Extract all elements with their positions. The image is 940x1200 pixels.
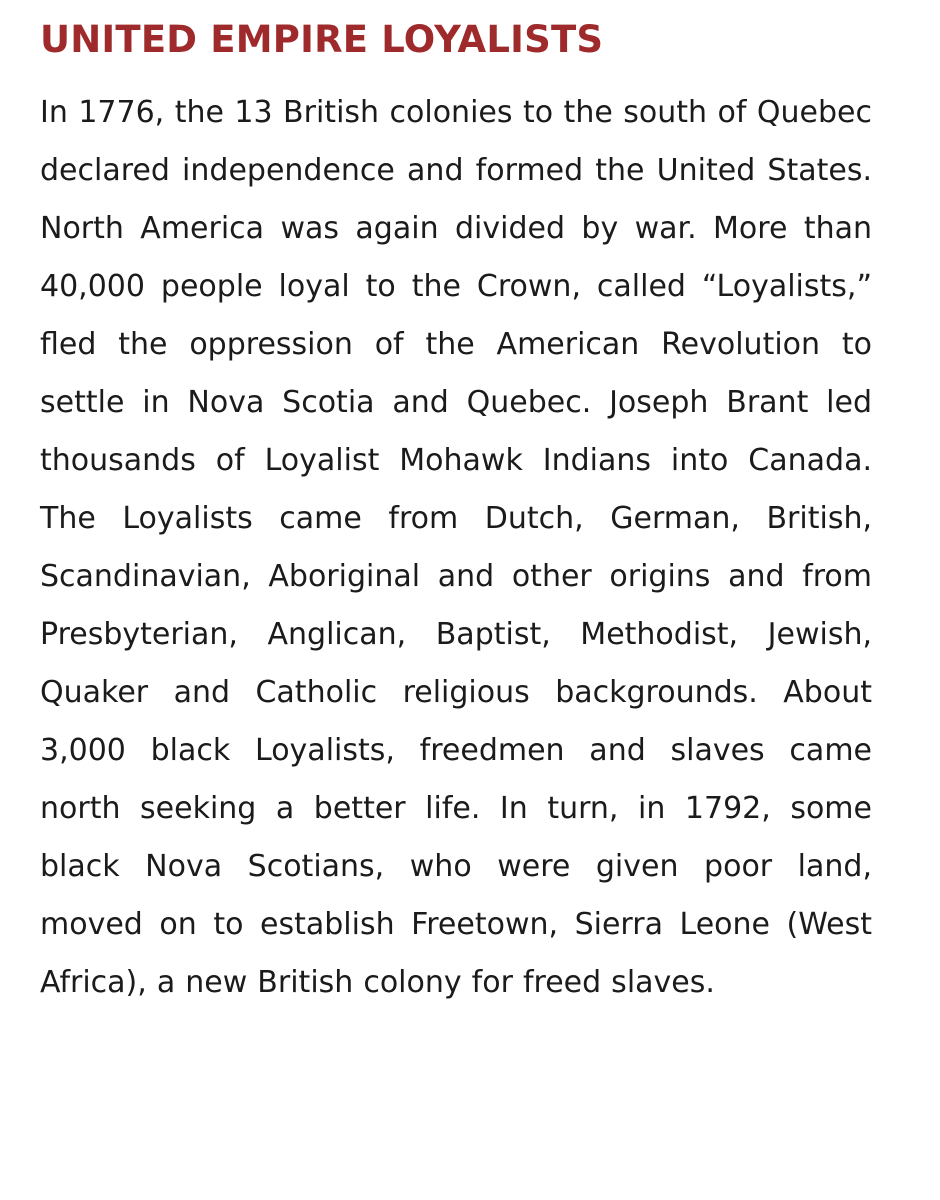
article-body-paragraph: In 1776, the 13 British colonies to the south of Quebec declared independence and formed the United States. North America was again divided by war. More than 40,000 people loyal to the Crown, called “Loyalists,” fled the oppression of the American Revolution to settle in Nova Scotia and Quebec. Joseph Brant led thousands of Loyalist Mohawk Indians into Canada. The Loyalists came from Dutch, German, British, Scandinavian, Aboriginal and other origins and from Presbyterian, Anglican, Baptist, Methodist, Jewish, Quaker and Catholic religious backgrounds. About 3,000 black Loyalists, freedmen and slaves came north seeking a better life. In turn, in 1792, some black Nova Scotians, who were given poor land, moved on to establish Freetown, Sierra Leone (West Africa), a new British colony for freed slaves.	[40, 95, 872, 1000]
page-title: UNITED EMPIRE LOYALISTS	[40, 18, 604, 61]
